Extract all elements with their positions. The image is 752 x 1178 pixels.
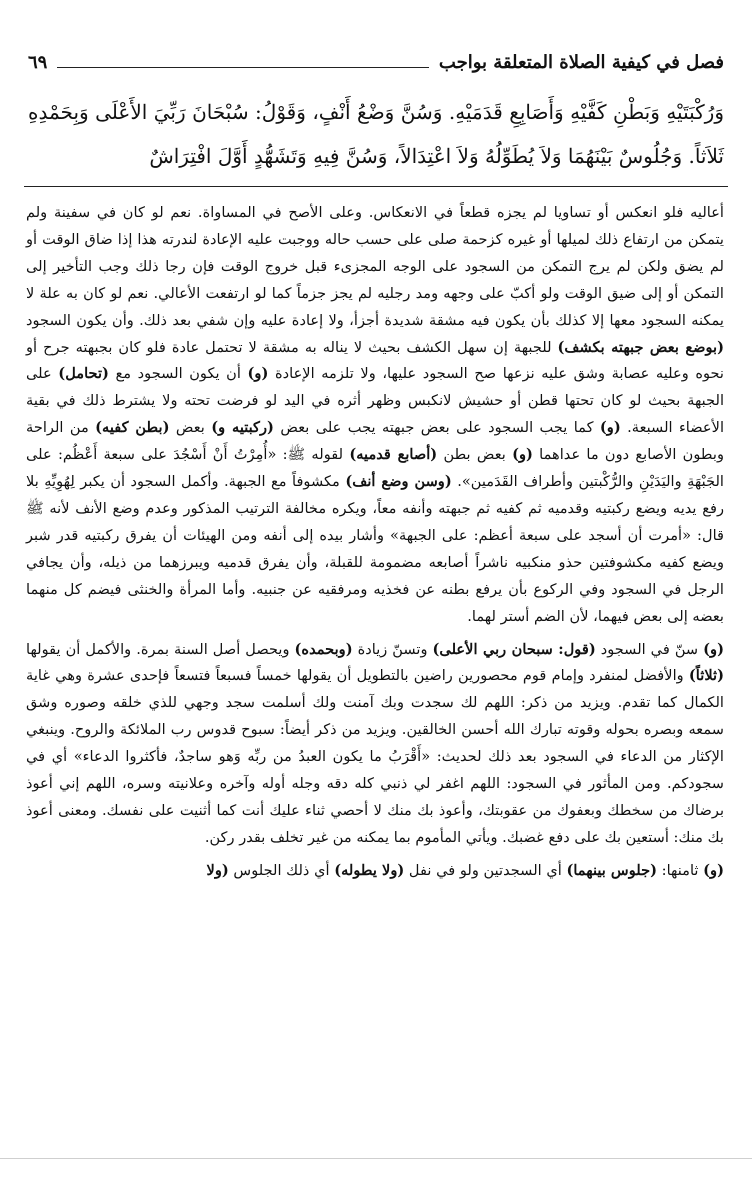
separator-rule	[24, 186, 728, 187]
commentary-text: وتسنّ زيادة	[352, 640, 433, 658]
quoted-matn-phrase: (و)	[599, 419, 621, 437]
quoted-matn-phrase: (وبحمده)	[294, 640, 353, 658]
quoted-matn-phrase: (و)	[247, 365, 269, 383]
commentary-text: والأفضل لمنفرد وإمام قوم محصورين راضين بالتطويل أن يقولها خمساً فسبعاً فتسعاً فإحدى عشرة وهي غاية الكمال كما تقدم. ويزيد من ذكر: اللهم لك سجدت وبك آمنت ولك أسلمت سجد وجهي للذي خلقه وصوره وشق سمعه وبصره بحوله وقوته تبارك الله أحسن الخالقين. ويزيد من ذكر أيضاً: سبوح قدوس رب الملائكة والروح. وينبغي الإكثار من الدعاء في السجود بعد ذلك لحديث: «أَقْرَبُ ما يكون العبدُ من ربِّه وَهو ساجدٌ، فأكثروا الدعاء» أي في سجودكم. ومن المأثور في السجود: اللهم اغفر لي ذنبي كله دقه وجله أوله وآخره وعلانيته وسره، اللهم إني أعوذ برضاك من سخطك وبعفوك من عقوبتك، وأعوذ بك منك لا أحصي ثناء عليك أنت كما أثنيت على نفسك. ومعنى أعوذ بك منك: أستعين بك على دفع غضبك. ويأتي المأموم بما يمكنه من غير تخلف بقدر ركن.	[26, 667, 724, 846]
commentary-text: أن يكون السجود مع	[108, 365, 248, 383]
quoted-matn-phrase: (بطن كفيه)	[95, 419, 170, 437]
commentary-text: على الجبهة بحيث لو كان تحتها قطن أو حشيش لانكبس وظهر أثره في اليد لو فرضت تحته ولا يشترط ذلك في بقية الأعضاء السبعة.	[26, 365, 724, 437]
quoted-matn-phrase: (ثلاثاً)	[688, 667, 724, 685]
quoted-matn-phrase: (قول: سبحان ربي الأعلى)	[432, 640, 596, 658]
commentary-text: كما يجب السجود على بعض جبهته يجب على بعض	[273, 419, 600, 437]
quoted-matn-phrase: (تحامل)	[58, 365, 109, 383]
commentary-text: ويحصل أصل السنة بمرة. والأكمل أن يقولها	[26, 640, 295, 658]
page-number: ٦٩	[28, 51, 48, 73]
chapter-title: فصل في كيفية الصلاة المتعلقة بواجب	[438, 51, 724, 73]
commentary-text: للجبهة إن سهل الكشف بحيث لا يناله به مشقة لا تحتمل عادة فلو كان بجبهته جرح أو نحوه وعليه عصابة وشق عليه نزعها صح السجود عليها، ولا تلزمه الإعادة	[26, 338, 724, 383]
quoted-matn-phrase: (وسن وضع أنف)	[345, 473, 452, 491]
commentary-text: مكشوفاً مع الجبهة. وأكمل السجود أن يكبر لِهُوِيِّهِ بلا رفع يديه ويضع ركبتيه وقدميه ثم كفيه ثم جبهته وأنفه معاً، ويكره مخالفة الترتيب المذكور وعدم وضع الأنف لأنه ﷺ قال: «أمرت أن أسجد على سبعة أعظم: على الجبهة» وأشار بيده إلى أنفه ومن الهيئات أن يفرق ركبتيه قدر شبر ويضع كفيه مكشوفتين حذو منكبيه ناشراً أصابعه مضمومة للقبلة، وأن يفرق قدميه ويبرزهما من ذيله، وأن يجافي الرجل في السجود وفي الركوع بأن يرفع بطنه عن فخذيه ومرفقيه عن جنبيه. وأما المرأة والخنثى فيضم كل منهما بعضه إلى بعض فيهما، لأن الضم أستر لهما.	[26, 473, 724, 625]
header-rule	[57, 67, 429, 68]
quoted-matn-phrase: (و)	[703, 640, 725, 658]
commentary-paragraph	[26, 200, 724, 631]
commentary-text: من الراحة وبطون الأصابع دون ما عداهما	[26, 419, 725, 464]
main-text-paragraph: وَرُكْبَتَيْهِ وَبَطْنِ كَفَّيْهِ وَأَصَابِعِ قَدَمَيْهِ. وَسُنَّ وَضْعُ أَنْفٍ، وَقَوْلُ: سُبْحَانَ رَبِّيَ الأَعْلَى وَبِحَمْدِهِ ثَلاَثاً. وَجُلُوسٌ بَيْنَهُمَا وَلاَ يُطَوِّلُهُ وَلاَ اعْتِدَالاً، وَسُنَّ فِيهِ وَتَشَهُّدٍ أَوَّلَ افْتِرَاشٌ	[28, 100, 724, 168]
commentary-paragraph	[26, 637, 724, 852]
quoted-matn-phrase: (ولا يطوله)	[334, 861, 405, 879]
quoted-matn-phrase: (بوضع بعض جبهته بكشف)	[557, 338, 724, 356]
commentary-text: لقوله ﷺ: «أُمِرْتُ أَنْ أَسْجُدَ على سبعة أَعْظُم: على الجَبْهَةِ واليَدَيْنِ والرُّكْبتين وأطراف القَدَمين».	[26, 446, 724, 491]
commentary-text: سنّ في السجود	[595, 640, 704, 658]
quoted-matn-phrase: (أصابع قدميه)	[349, 446, 438, 464]
commentary-text: بعض	[169, 419, 212, 437]
main-text	[28, 90, 724, 178]
quoted-matn-phrase: (جلوس بينهما)	[566, 861, 658, 879]
quoted-matn-phrase: (و)	[703, 861, 724, 879]
quoted-matn-phrase: (ركبتيه و)	[211, 419, 274, 437]
commentary-paragraph	[26, 858, 724, 885]
commentary	[26, 200, 724, 885]
quoted-matn-phrase: (ولا	[206, 861, 229, 879]
quoted-matn-phrase: (و)	[512, 446, 533, 464]
commentary-text: أي ذلك الجلوس	[228, 861, 335, 879]
footer-rule	[0, 1158, 752, 1159]
commentary-text: بعض بطن	[437, 446, 513, 464]
running-header	[28, 46, 724, 78]
commentary-text: ثامنها:	[657, 861, 704, 879]
commentary-text: أعاليه فلو انعكس أو تساويا لم يجزه قطعاً في الانعكاس. وعلى الأصح في المساواة. نعم لو كان في سفينة ولم يتمكن من ارتفاع ذلك لميلها أو غيره كزحمة صلى على حسب حاله ووجبت عليه الإعادة لندرته هذا إذا ضاق الوقت أو لم يضق ولكن لم يرج التمكن من السجود على الوجه المجزىء قبل خروج الوقت فإن رجا ذلك وجب التأخير إلى التمكن أو إلى ضيق الوقت ولو أكبّ على وجهه ومد رجليه لم يجز جزماً كما لو ارتفعت الأعالي. نعم لو كان به علة لا يمكنه السجود معها إلا كذلك بأن يكون فيه مشقة شديدة أجزأ، ولا إعادة عليه وإن شفي بعد ذلك. وأن يكون السجود	[26, 204, 724, 329]
commentary-text: أي السجدتين ولو في نفل	[404, 861, 567, 879]
